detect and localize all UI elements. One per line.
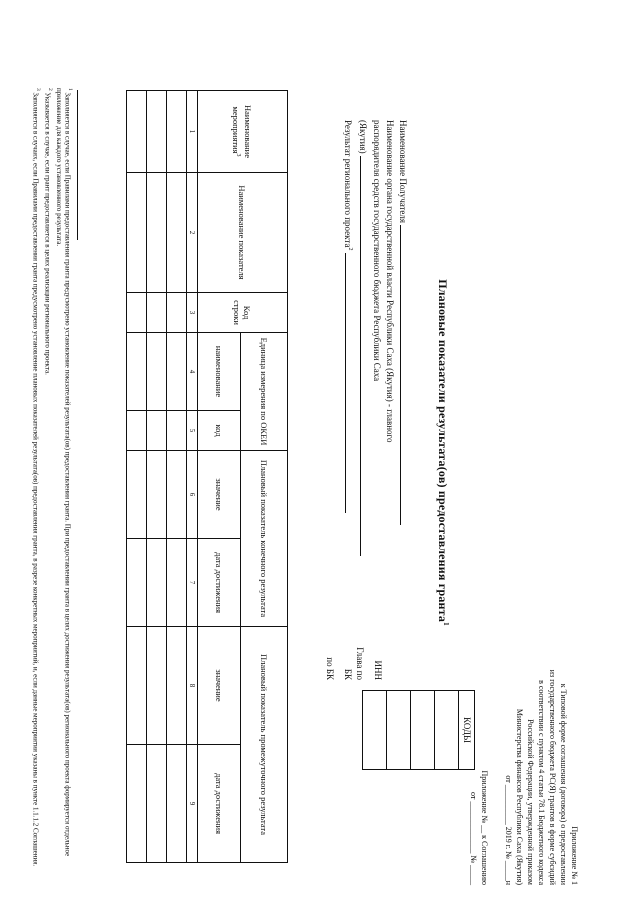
table-row	[127, 91, 147, 863]
code-label-inn: ИНН	[373, 660, 383, 680]
col-number: 9	[187, 745, 198, 863]
appendix-header	[503, 605, 580, 885]
organ-field[interactable]	[360, 156, 370, 556]
organ-line-3: (Якутия)	[358, 120, 368, 154]
th-final-date: дата достижения	[198, 539, 241, 627]
appendix-line: в соответствии с пунктом 4 статьи 78.1 Бюджетного кодекса	[537, 680, 546, 885]
table-row	[147, 91, 167, 863]
organ-row	[383, 120, 396, 640]
col-number: 7	[187, 539, 198, 627]
th-interim-date: дата достижения	[198, 745, 241, 863]
table-cell[interactable]	[147, 293, 167, 333]
table-cell[interactable]	[127, 91, 147, 173]
col-number: 1	[187, 91, 198, 173]
th-interim-value: значение	[198, 627, 241, 745]
col-number: 2	[187, 173, 198, 293]
code-label-po-bk: по БК	[325, 657, 335, 680]
th-final-value: значение	[198, 451, 241, 539]
indicators-table	[126, 90, 288, 863]
code-label-bk: БК	[343, 668, 353, 680]
table-cell[interactable]	[127, 451, 147, 539]
table-cell[interactable]	[127, 539, 147, 627]
table-cell[interactable]	[147, 451, 167, 539]
appendix-line: Российской Федерации, утвержденной приказом	[526, 719, 535, 885]
table-cell[interactable]	[167, 411, 187, 451]
table-cell[interactable]	[127, 745, 147, 863]
col-number: 4	[187, 333, 198, 411]
appendix2-line: от _____________ № _____	[469, 791, 478, 885]
organ-row-3	[356, 120, 370, 640]
table-cell[interactable]	[127, 411, 147, 451]
table-cell[interactable]	[147, 627, 167, 745]
th-event: Наименование мероприятия$^3$	[198, 91, 288, 173]
col-number: 8	[187, 627, 198, 745]
footnotes	[31, 88, 74, 878]
appendix-line: из государственного бюджета РС(Я) грантов в форме субсидий	[548, 669, 557, 885]
th-final: Плановый показатель конечного результата	[241, 451, 288, 627]
table-cell[interactable]	[167, 451, 187, 539]
table-cell[interactable]	[167, 91, 187, 173]
organ-row-2	[370, 120, 383, 640]
table-cell[interactable]	[127, 333, 147, 411]
th-unit: Единица измерения по ОКЕИ	[241, 333, 288, 451]
table-cell[interactable]	[167, 627, 187, 745]
code-cell-extra[interactable]	[363, 691, 386, 769]
footnote-2: $^2$ Указывается в случае, если грант предоставляется в целях реализации регионального проекта.	[43, 88, 53, 375]
organ-line-2: распорядителя средств государственного бюджета Республики Саха	[372, 120, 382, 382]
footnote-divider	[77, 90, 78, 240]
table-cell[interactable]	[127, 173, 147, 293]
project-row	[341, 120, 356, 640]
code-cell-glava[interactable]	[410, 691, 434, 769]
project-field[interactable]	[345, 253, 355, 513]
table-number-row	[187, 91, 198, 863]
organ-line-1: Наименование органа государственной власти Республики Саха (Якутия) - главного	[385, 120, 395, 443]
th-indicator: Наименование показателя	[198, 173, 288, 293]
code-label-glava: Глава по	[355, 647, 365, 680]
table-cell[interactable]	[127, 627, 147, 745]
project-label: Результат регионального проекта	[343, 120, 353, 248]
table-cell[interactable]	[147, 745, 167, 863]
recipient-field[interactable]	[400, 225, 410, 525]
th-unit-code: код	[198, 411, 241, 451]
table-cell[interactable]	[167, 745, 187, 863]
col-number: 3	[187, 293, 198, 333]
footnote-1: $^1$ Заполняется в случае, если Правилами предоставления гранта предусмотрено установление показателей результата(ов) предоставления гранта. При предоставлении гранта в целях достижения результата(ов) регионального проекта формируется отдельное приложение для каждого установленного результата.	[54, 88, 73, 857]
appendix-line: Приложение № 1	[570, 826, 579, 885]
col-number: 6	[187, 451, 198, 539]
table-cell[interactable]	[147, 173, 167, 293]
table-cell[interactable]	[167, 293, 187, 333]
appendix2-line: Приложение № __ к Соглашению	[480, 770, 489, 885]
table-cell[interactable]	[167, 539, 187, 627]
title-footnote-mark: 1	[442, 622, 450, 626]
table-cell[interactable]	[167, 333, 187, 411]
codes-box	[362, 690, 475, 770]
appendix-line: к Типовой форме соглашения (договора) о предоставлении	[559, 683, 568, 885]
table-cell[interactable]	[147, 411, 167, 451]
th-line-code: Код строки	[198, 293, 288, 333]
table-row	[167, 91, 187, 863]
project-footnote-mark: 2	[347, 247, 353, 251]
table-cell[interactable]	[147, 91, 167, 173]
codes-labels	[318, 620, 390, 680]
recipient-info	[341, 120, 410, 640]
th-unit-name: наименование	[198, 333, 241, 411]
title-text: Плановые показатели результата(ов) предоставления гранта	[436, 279, 450, 623]
th-interim: Плановый показатель промежуточного результата	[241, 627, 288, 863]
table-cell[interactable]	[147, 539, 167, 627]
col-number: 5	[187, 411, 198, 451]
appendix-line: Министерства финансов Республики Саха (Якутия)	[515, 708, 524, 885]
codes-header: КОДЫ	[458, 691, 474, 769]
recipient-row	[396, 120, 410, 640]
recipient-label: Наименование Получателя	[398, 120, 408, 224]
appendix-line: от __________ 2019 г. № _____н	[504, 775, 513, 885]
table-header-row	[241, 91, 288, 863]
table-cell[interactable]	[127, 293, 147, 333]
table-cell[interactable]	[147, 333, 167, 411]
footnote-3: $^3$ Заполняется в случаях, если Правилами предоставления гранта предусмотрено установление плановых показателей результата(ов) предоставления гранта, в разрезе конкретных мероприятий, и, если данные мероприятия указаны в пункте 1.1.1.2 Соглашения.	[32, 88, 42, 867]
code-cell-po-bk[interactable]	[386, 691, 410, 769]
code-cell-inn[interactable]	[434, 691, 458, 769]
table-cell[interactable]	[167, 173, 187, 293]
